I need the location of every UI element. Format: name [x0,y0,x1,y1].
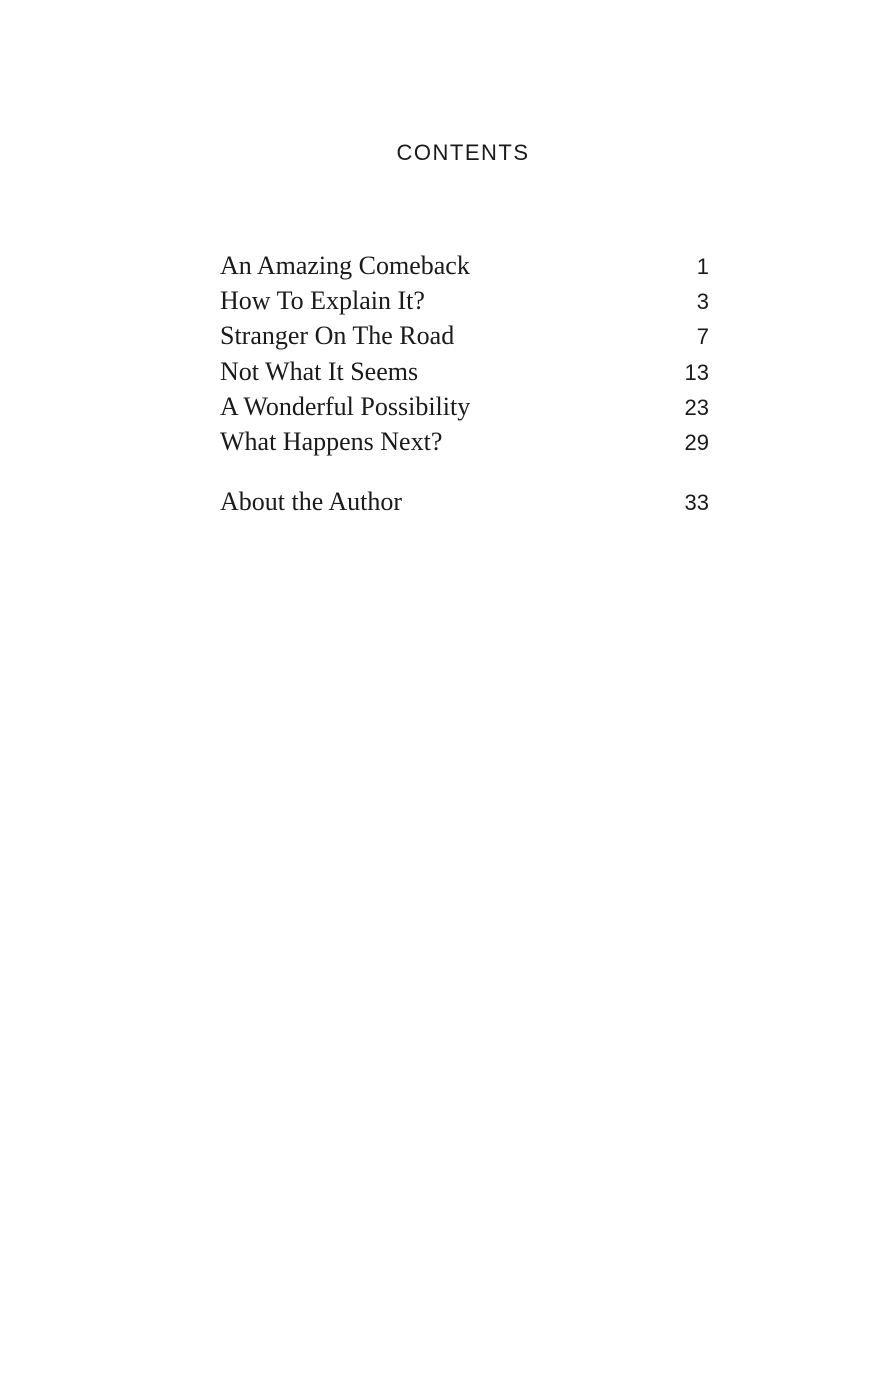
toc-entry-page: 7 [696,324,709,350]
toc-entry-page: 23 [684,394,709,420]
toc-entry-title: About the Author [220,487,402,517]
toc-entry-title: How To Explain It? [220,286,425,316]
toc-entry[interactable] [220,424,709,459]
toc-entry-title: A Wonderful Possibility [220,391,471,421]
toc-entry-page: 3 [696,289,709,315]
toc-entry-page: 1 [696,254,709,279]
toc-entry[interactable] [220,318,709,353]
toc-entry-title: What Happens Next? [220,426,443,456]
toc-entry-title: Stranger On The Road [220,321,455,351]
toc-entry-title: Not What It Seems [220,356,419,386]
contents-heading: CONTENTS [396,140,530,165]
toc-entry[interactable] [220,248,709,283]
table-of-contents [220,248,709,519]
toc-entry[interactable] [220,389,709,424]
toc-entry-page: 13 [684,359,709,385]
toc-entry[interactable] [220,283,709,318]
toc-entry[interactable] [220,354,709,389]
toc-entry-page: 33 [684,490,709,516]
toc-entry-about-author[interactable] [220,484,709,519]
toc-entry-page: 29 [684,429,709,455]
toc-entry-title: An Amazing Comeback [220,251,470,280]
